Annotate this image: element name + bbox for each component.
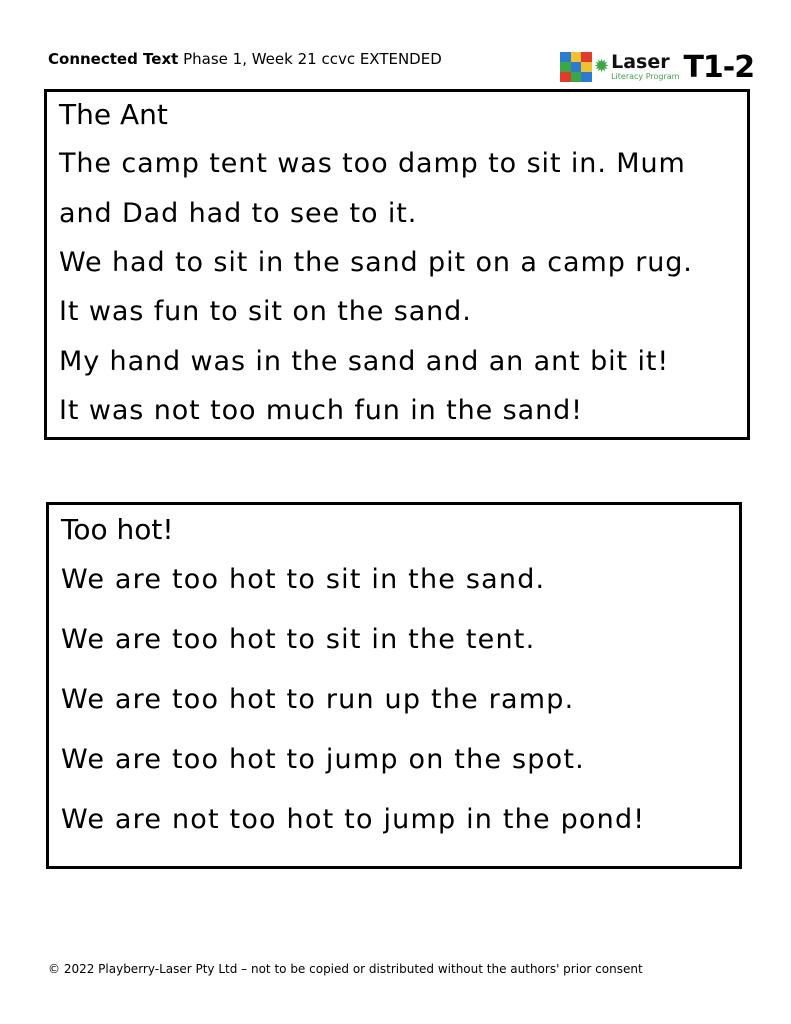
story-line: We are too hot to sit in the tent. [61,624,536,655]
laser-logo [560,50,754,84]
story-line: It was fun to sit on the sand. [59,296,472,327]
header-phase-week: Phase 1, Week 21 ccvc EXTENDED [183,50,442,68]
logo-level: T1-2 [683,49,755,85]
story-line: We are too hot to jump on the spot. [61,744,585,775]
story-line: The camp tent was too damp to sit in. Mum [59,148,686,179]
story-box-too-hot [46,502,742,869]
story-line: My hand was in the sand and an ant bit it! [59,346,670,377]
story-line: It was not too much fun in the sand! [59,395,583,426]
story-line: and Dad had to see to it. [59,198,418,229]
worksheet-header [48,50,442,68]
story-line: We are not too hot to jump in the pond! [61,804,646,835]
story-line: We are too hot to sit in the sand. [61,564,546,595]
copyright-footer: © 2022 Playberry-Laser Pty Ltd – not to be copied or distributed without the authors' prior consent [48,962,643,976]
story-title: Too hot! [61,513,174,546]
logo-subtitle: Literacy Program [611,72,680,81]
header-category: Connected Text [48,50,179,68]
starburst-icon: ✹ [594,56,610,77]
story-box-the-ant [44,89,750,440]
playberry-grid-logo [560,52,592,82]
logo-brand: Laser [611,51,670,73]
story-title: The Ant [59,98,168,131]
story-line: We had to sit in the sand pit on a camp rug. [59,247,693,278]
story-line: We are too hot to run up the ramp. [61,684,575,715]
